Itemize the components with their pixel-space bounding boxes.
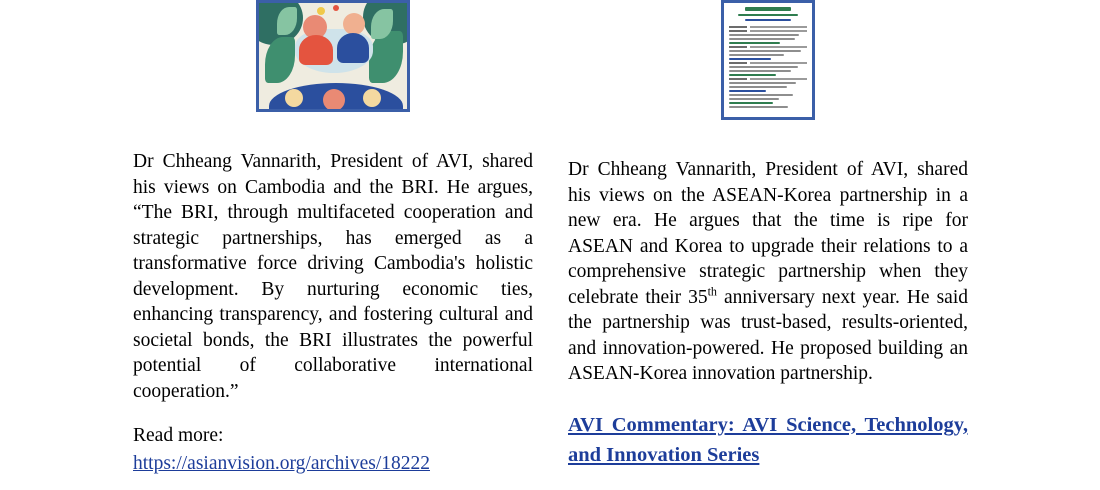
document-preview-icon [729, 7, 807, 108]
left-read-more-label: Read more: [133, 425, 224, 446]
right-paragraph-part1: Dr Chheang Vannarith, President of AVI, shared his views on the ASEAN-Korea partnership in a new era. He argues that the time is ripe for ASEAN and Korea to upgrade their relations to a comprehensive strategic partnership when they celebrate their 35 [568, 159, 968, 308]
left-column [133, 0, 533, 476]
left-thumbnail-wrapper [133, 0, 533, 112]
right-headline-link[interactable]: AVI Commentary: AVI Science, Technology, and Innovation Series [568, 413, 968, 466]
decorative-illustration-icon [259, 3, 407, 109]
right-paragraph [568, 157, 968, 387]
left-paragraph: Dr Chheang Vannarith, President of AVI, shared his views on Cambodia and the BRI. He argues, “The BRI, through multifaceted cooperation and strategic partnerships, has emerged as a transformative force driving Cambodia's holistic development. By nurturing economic ties, enhancing transparency, and fostering cultural and societal bonds, the BRI illustrates the powerful potential of collaborative international cooperation.” [133, 151, 533, 402]
illustration-thumbnail-cambodia-bri[interactable] [256, 0, 410, 112]
right-thumbnail-wrapper [568, 0, 968, 120]
right-paragraph-superscript: th [707, 284, 717, 298]
right-paragraph-part2: anniversary next year. He said the partnership was trust-based, results-oriented, and innovation-powered. He proposed building an ASEAN-Korea innovation partnership. [568, 286, 968, 384]
document-thumbnail-asean-korea[interactable] [721, 0, 815, 120]
right-column [568, 0, 968, 470]
left-article-link[interactable]: https://asianvision.org/archives/18222 [133, 452, 430, 474]
